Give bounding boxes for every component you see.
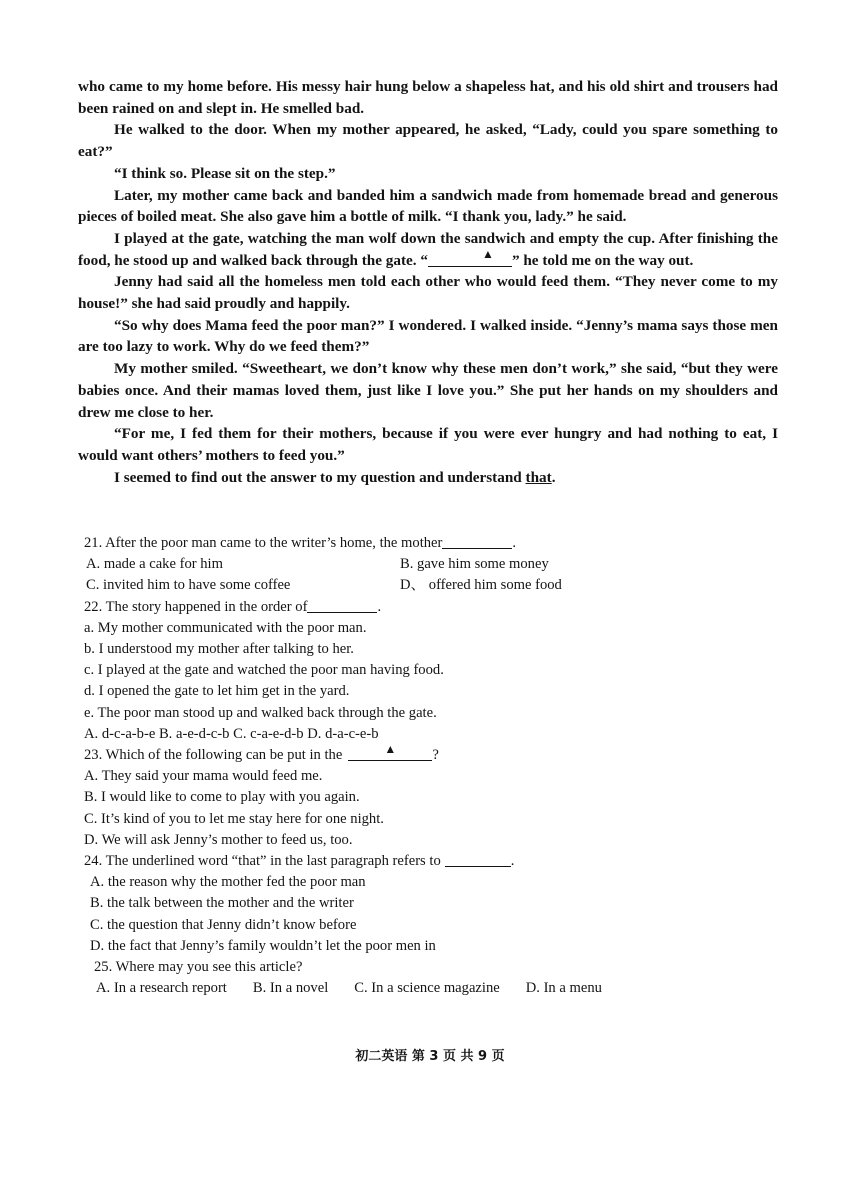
option-b: B. the talk between the mother and the writer (90, 895, 354, 912)
option-c: C. invited him to have some coffee (86, 577, 291, 594)
answer-blank (348, 741, 432, 761)
passage-paragraph: He walked to the door. When my mother appeared, he asked, “Lady, could you spare something to eat?” (78, 121, 778, 161)
question-24 (84, 851, 784, 872)
question-end: . (512, 535, 517, 551)
passage-text: I played at the gate, watching the man wolf down the sandwich and empty the cup. After finishing the food, he stood up and walked back through the gate. “ (78, 229, 778, 269)
option-b: B. gave him some money (400, 556, 549, 573)
option-d: D. We will ask Jenny’s mother to feed us, too. (84, 831, 353, 848)
option-d: D. the fact that Jenny’s family wouldn’t let the poor men in (90, 937, 436, 954)
event-c: c. I played at the gate and watched the poor man having food. (84, 662, 444, 679)
option-a: A. In a research report (96, 980, 227, 997)
event-a: a. My mother communicated with the poor man. (84, 619, 367, 636)
option-c: C. It’s kind of you to let me stay here for one night. (84, 810, 384, 827)
answer-blank (445, 852, 511, 867)
option-a: A. They said your mama would feed me. (84, 768, 323, 785)
page-footer: 初二英语 第 3 页 共 9 页 (355, 1049, 505, 1064)
reading-passage (78, 76, 778, 488)
passage-text: . (551, 468, 556, 486)
passage-text: I seemed to find out the answer to my question and understand (114, 468, 526, 486)
event-e: e. The poor man stood up and walked back through the gate. (84, 704, 437, 721)
triangle-marker-icon: ▲ (384, 741, 397, 756)
question-stem: 24. The underlined word “that” in the last paragraph refers to (84, 853, 441, 870)
option-row (84, 575, 784, 596)
question-25: 25. Where may you see this article? (94, 959, 303, 976)
question-stem: 22. The story happened in the order of (84, 598, 308, 615)
passage-paragraph: “So why does Mama feed the poor man?” I wondered. I walked inside. “Jenny’s mama says those men are too lazy to work. Why do we feed them?” (78, 316, 778, 356)
question-23 (84, 741, 784, 766)
answer-blank (442, 534, 512, 549)
passage-text: ” he told me on the way out. (511, 251, 694, 269)
answer-blank (428, 246, 512, 267)
option-d: D、 offered him some food (400, 577, 562, 594)
option-d: D. In a menu (525, 980, 602, 997)
option-row (84, 554, 784, 575)
passage-paragraph: My mother smiled. “Sweetheart, we don’t know why these men don’t work,” she said, “but they were babies once. And their mamas loved them, just like I love you.” She put her hands on my shoulders and drew me close to her. (78, 360, 778, 421)
question-22 (84, 597, 784, 618)
triangle-marker-icon: ▲ (482, 246, 494, 261)
option-a: A. made a cake for him (86, 556, 223, 573)
event-b: b. I understood my mother after talking to her. (84, 641, 354, 658)
question-end: . (510, 853, 515, 870)
order-options: A. d-c-a-b-e B. a-e-d-c-b C. c-a-e-d-b D. d-a-c-e-b (84, 725, 379, 742)
passage-paragraph-with-blank (78, 228, 778, 271)
question-end: ? (432, 747, 439, 764)
option-b: B. In a novel (252, 980, 329, 997)
question-21 (84, 533, 784, 554)
underlined-word: that (525, 468, 552, 486)
event-d: d. I opened the gate to let him get in the yard. (84, 683, 350, 700)
passage-paragraph: “For me, I fed them for their mothers, because if you were ever hungry and had nothing to eat, I would want others’ mothers to feed you.” (78, 425, 778, 464)
questions-section (84, 533, 784, 999)
question-stem: 23. Which of the following can be put in the (84, 747, 343, 764)
question-end: . (377, 598, 382, 615)
question-stem: 21. After the poor man came to the writer’s home, the mother (84, 535, 443, 551)
option-row (84, 978, 784, 999)
option-c: C. In a science magazine (354, 980, 500, 997)
passage-paragraph: “I think so. Please sit on the step.” (114, 164, 336, 182)
answer-blank (307, 598, 377, 613)
passage-paragraph (78, 467, 778, 489)
option-a: A. the reason why the mother fed the poor man (90, 874, 366, 891)
passage-paragraph: Jenny had said all the homeless men told each other who would feed them. “They never come to my house!” she had said proudly and happily. (78, 273, 778, 313)
option-b: B. I would like to come to play with you again. (84, 789, 360, 806)
option-c: C. the question that Jenny didn’t know before (90, 916, 357, 933)
passage-paragraph: Later, my mother came back and banded him a sandwich made from homemade bread and generous pieces of boiled meat. She also gave him a bottle of milk. “I thank you, lady.” he said. (78, 186, 778, 226)
passage-paragraph: who came to my home before. His messy hair hung below a shapeless hat, and his old shirt and trousers had been rained on and slept in. He smelled bad. (78, 78, 778, 117)
